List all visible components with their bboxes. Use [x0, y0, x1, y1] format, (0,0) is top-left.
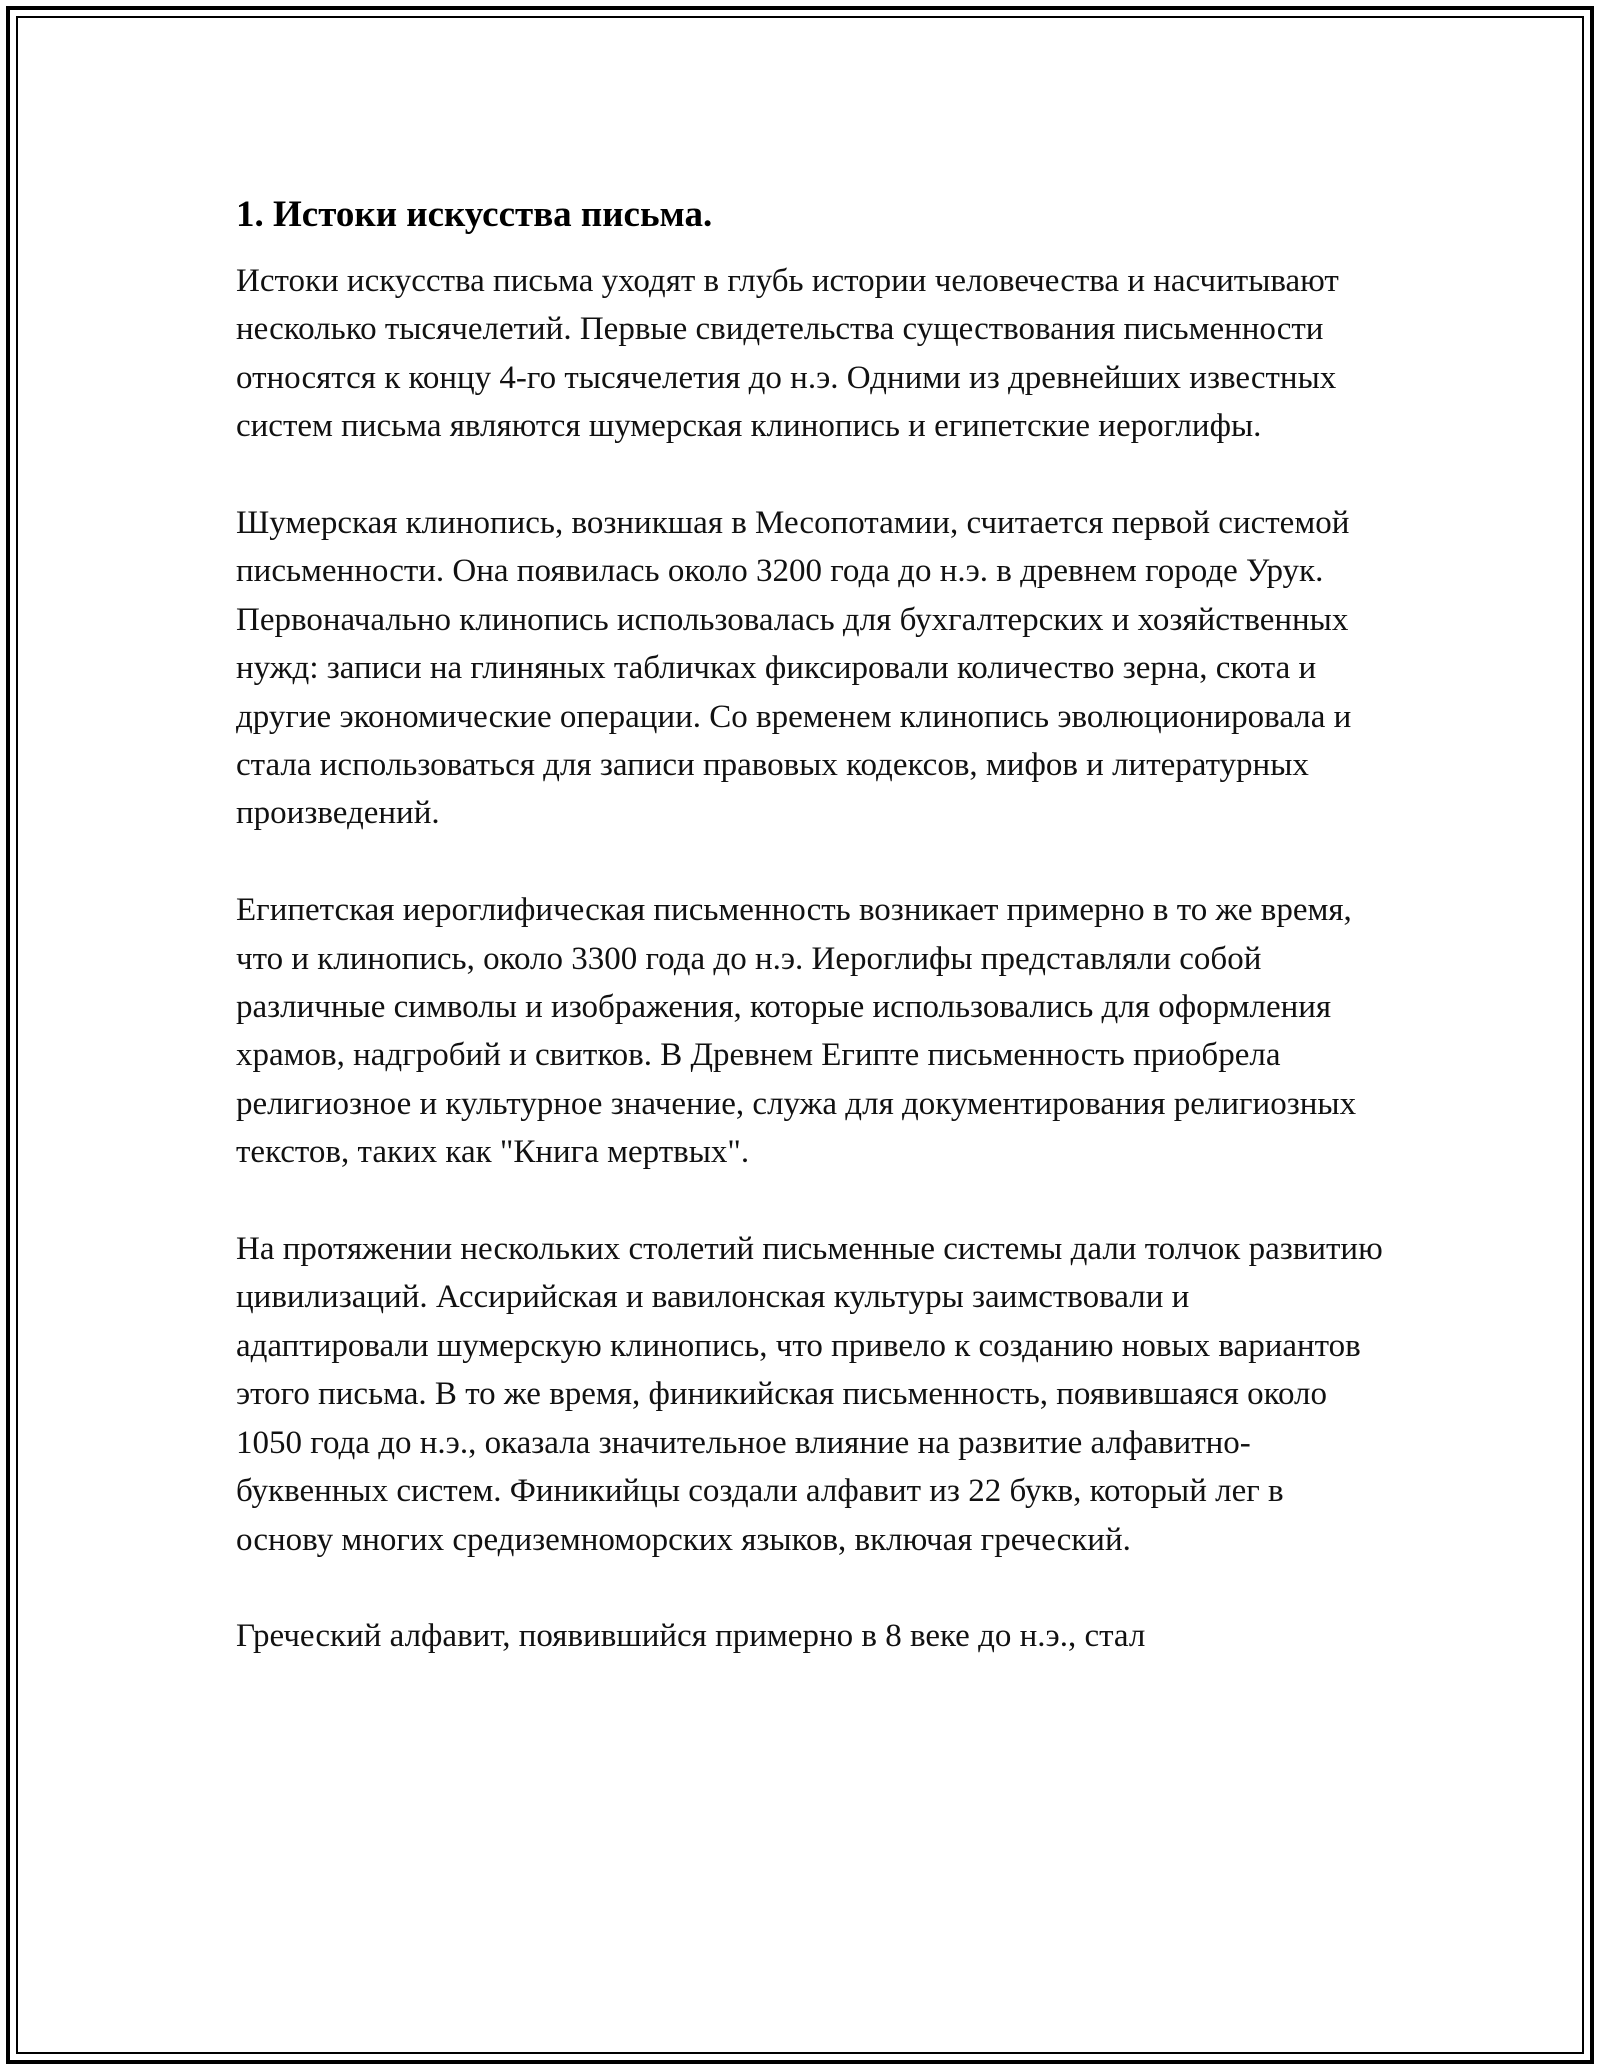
section-heading: 1. Истоки искусства письма.	[236, 194, 713, 235]
paragraph-1: Истоки искусства письма уходят в глубь истории человечества и насчитывают несколько тысячелетий. Первые свидетельства существования письменности относятся к концу 4-го тысячелетия до н.э. Одними из древнейших известных систем письма являются шумерская клинопись и египетские иероглифы.	[236, 263, 1339, 445]
paragraph-5: Греческий алфавит, появившийся примерно в 8 веке до н.э., стал	[236, 1618, 1146, 1655]
paragraph-4: На протяжении нескольких столетий письменные системы дали толчок развитию цивилизаций. Ассирийская и вавилонская культуры заимствовали и адаптировали шумерскую клинопись, что привело к созданию новых вариантов этого письма. В то же время, финикийская письменность, появившаяся около 1050 года до н.э., оказала значительное влияние на развитие алфавитно-буквенных систем. Финикийцы создали алфавит из 22 букв, который лег в основу многих средиземноморских языков, включая греческий.	[236, 1231, 1383, 1558]
paragraph-3: Египетская иероглифическая письменность возникает примерно в то же время, что и клинопись, около 3300 года до н.э. Иероглифы представляли собой различные символы и изображения, которые использовались для оформления храмов, надгробий и свитков. В Древнем Египте письменность приобрела религиозное и культурное значение, служа для документирования религиозных текстов, таких как "Книга мертвых".	[236, 892, 1357, 1171]
paragraph-2: Шумерская клинопись, возникшая в Месопотамии, считается первой системой письменности. Она появилась около 3200 года до н.э. в древнем городе Урук. Первоначально клинопись использовалась для бухгалтерских и хозяйственных нужд: записи на глиняных табличках фиксировали количество зерна, скота и другие экономические операции. Со временем клинопись эволюционировала и стала использоваться для записи правовых кодексов, мифов и литературных произведений.	[236, 505, 1352, 832]
document-body	[236, 189, 1386, 1709]
